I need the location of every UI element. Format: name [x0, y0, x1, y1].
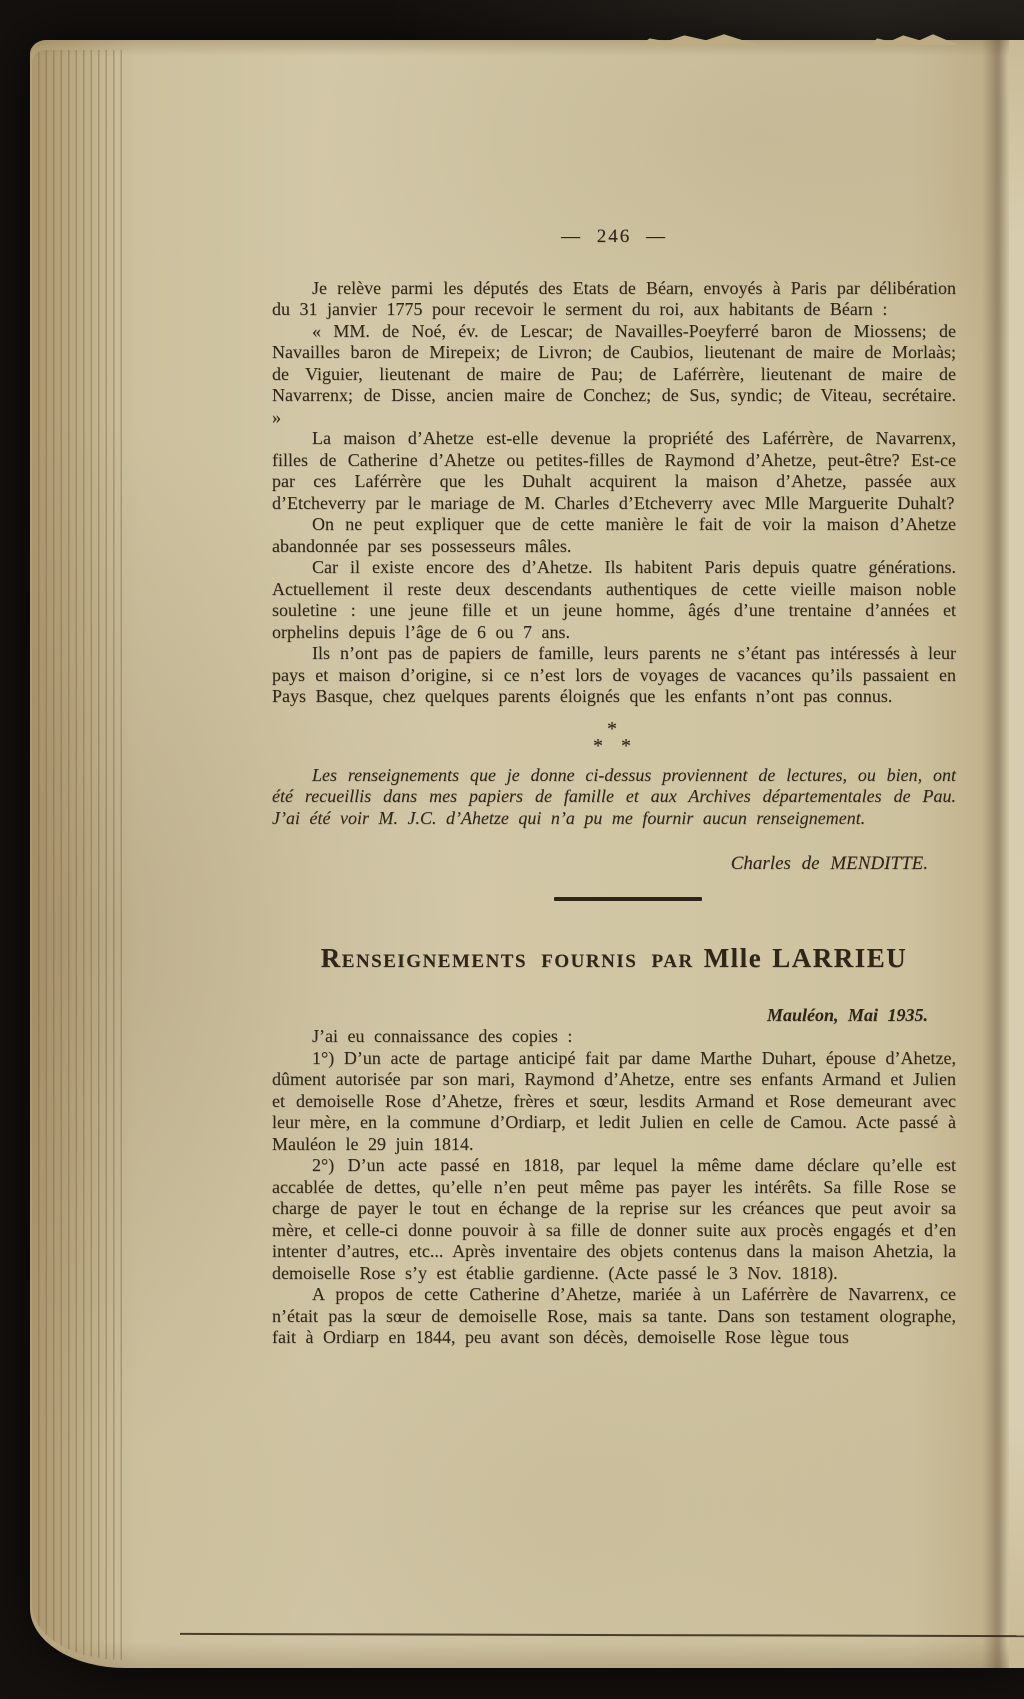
heading-mlle: Mlle [703, 942, 763, 973]
paragraph-maison-ahetze: La maison d’Ahetze est-elle devenue la propriété des Laférrère, de Navarrenx, filles de Catherine d’Ahetze ou petites-filles de Raymond d’Ahetze, peut-être? Est-ce par ces Laférrère que les Duhalt acquirent la maison d’Ahetze, passée aux d’Etcheverry par le mariage de M. Charles d’Etcheverry avec Mlle Marguerite Duhalt? [272, 428, 956, 513]
text-column [272, 226, 956, 1349]
paragraph-deputies: Je relève parmi les députés des Etats de Béarn, envoyés à Paris par délibération du 31 janvier 1775 pour recevoir le serment du roi, aux habitants de Béarn : [272, 277, 956, 319]
numbered-item-1: 1°) D’un acte de partage anticipé fait par dame Marthe Duhart, épouse d’Ahetze, dûment autorisée par son mari, Raymond d’Ahetze, entre ses enfants Armand et Julien et demoiselle Rose d’Ahetze, frères et sœur, lesdits Armand et Rose demeurant avec leur mère, en la commune d’Ordiarp, et ledit Julien en celle de Camou. Acte passé à Mauléon le 29 juin 1814. [272, 1047, 956, 1154]
book-page [30, 40, 1024, 1668]
heading-lead: Renseignements fournis par [320, 942, 694, 973]
paragraph-descendants: Car il existe encore des d’Ahetze. Ils habitent Paris depuis quatre générations. Actuellement il reste deux descendants authentiques de cette vieille maison noble souletine : une jeune fille et un jeune homme, âgés d’une trentaine d’années et orphelins depuis l’âge de 6 ou 7 ans. [272, 557, 956, 642]
intro-line: J’ai eu connaissance des copies : [312, 1026, 573, 1046]
paragraph-names-list: « MM. de Noé, év. de Lescar; de Navailles-Poeyferré baron de Miossens; de Navailles baron de Mirepeix; de Livron; de Caubios, lieutenant de maire de Morlaàs; de Viguier, lieutenant de maire de Pau; de Laférrère, lieutenant de maire de Navarrenx; de Disse, ancien maire de Conchez; de Sus, syndic; de Viteau, secrétaire. » [272, 320, 956, 427]
section-heading [272, 943, 956, 973]
torn-edge [640, 33, 760, 45]
page-bottom-edge-line [180, 1633, 1024, 1637]
asterisk-top: * [607, 717, 621, 740]
dateline: Mauléon, Mai 1935. [766, 1004, 928, 1025]
page-edge-strip [1009, 40, 1024, 1668]
page-number: — 246 — [561, 226, 667, 247]
paragraph-explanation: On ne peut expliquer que de cette manière le fait de voir la maison d’Ahetze abandonnée par ses possesseurs mâles. [272, 514, 956, 556]
paragraph-papiers: Ils n’ont pas de papiers de famille, leurs parents ne s’étant pas intéressés à leur pays et maison d’origine, si ce n’est lors de voyages de vacances qu’ils passaient en Pays Basque, chez quelques parents éloignés que les enfants n’ont pas connus. [272, 643, 956, 706]
asterisk-bottom: * * [593, 734, 635, 757]
closing-paragraph: A propos de cette Catherine d’Ahetze, mariée à un Laférrère de Navarrenx, ce n’était pas la sœur de demoiselle Rose, mais sa tante. Dans son testament olographe, fait à Ordiarp en 1844, peu avant son décès, demoiselle Rose lègue tous [272, 1284, 956, 1347]
numbered-item-2: 2°) D’un acte passé en 1818, par lequel la même dame déclare qu’elle est accablée de dettes, qu’elle n’en peut même pas payer les intérêts. Sa fille Rose se charge de payer le tout en échange de la reprise sur les créances que peut avoir sa mère, et celle-ci donne pouvoir à sa fille de donner suite aux procès engagés et d’en intenter d’autres, etc... Après inventaire des objets contenus dans la maison Ahetzia, la demoiselle Rose s’y est établie gardienne. (Acte passé le 3 Nov. 1818). [272, 1155, 956, 1283]
signature: Charles de MENDITTE. [730, 853, 928, 874]
page-edges-stack [32, 50, 128, 1660]
asterisk-divider [272, 717, 956, 757]
page-crease [982, 40, 1008, 1668]
torn-edge [870, 33, 960, 45]
contributor-note: Les renseignements que je donne ci-dessus proviennent de lectures, ou bien, ont été recueillis dans mes papiers de famille et aux Archives départementales de Pau. J’ai été voir M. J.C. d’Ahetze qui n’a pu me fournir aucun renseignement. [272, 764, 956, 828]
heading-name: LARRIEU [772, 942, 908, 973]
section-divider-rule [554, 897, 702, 901]
